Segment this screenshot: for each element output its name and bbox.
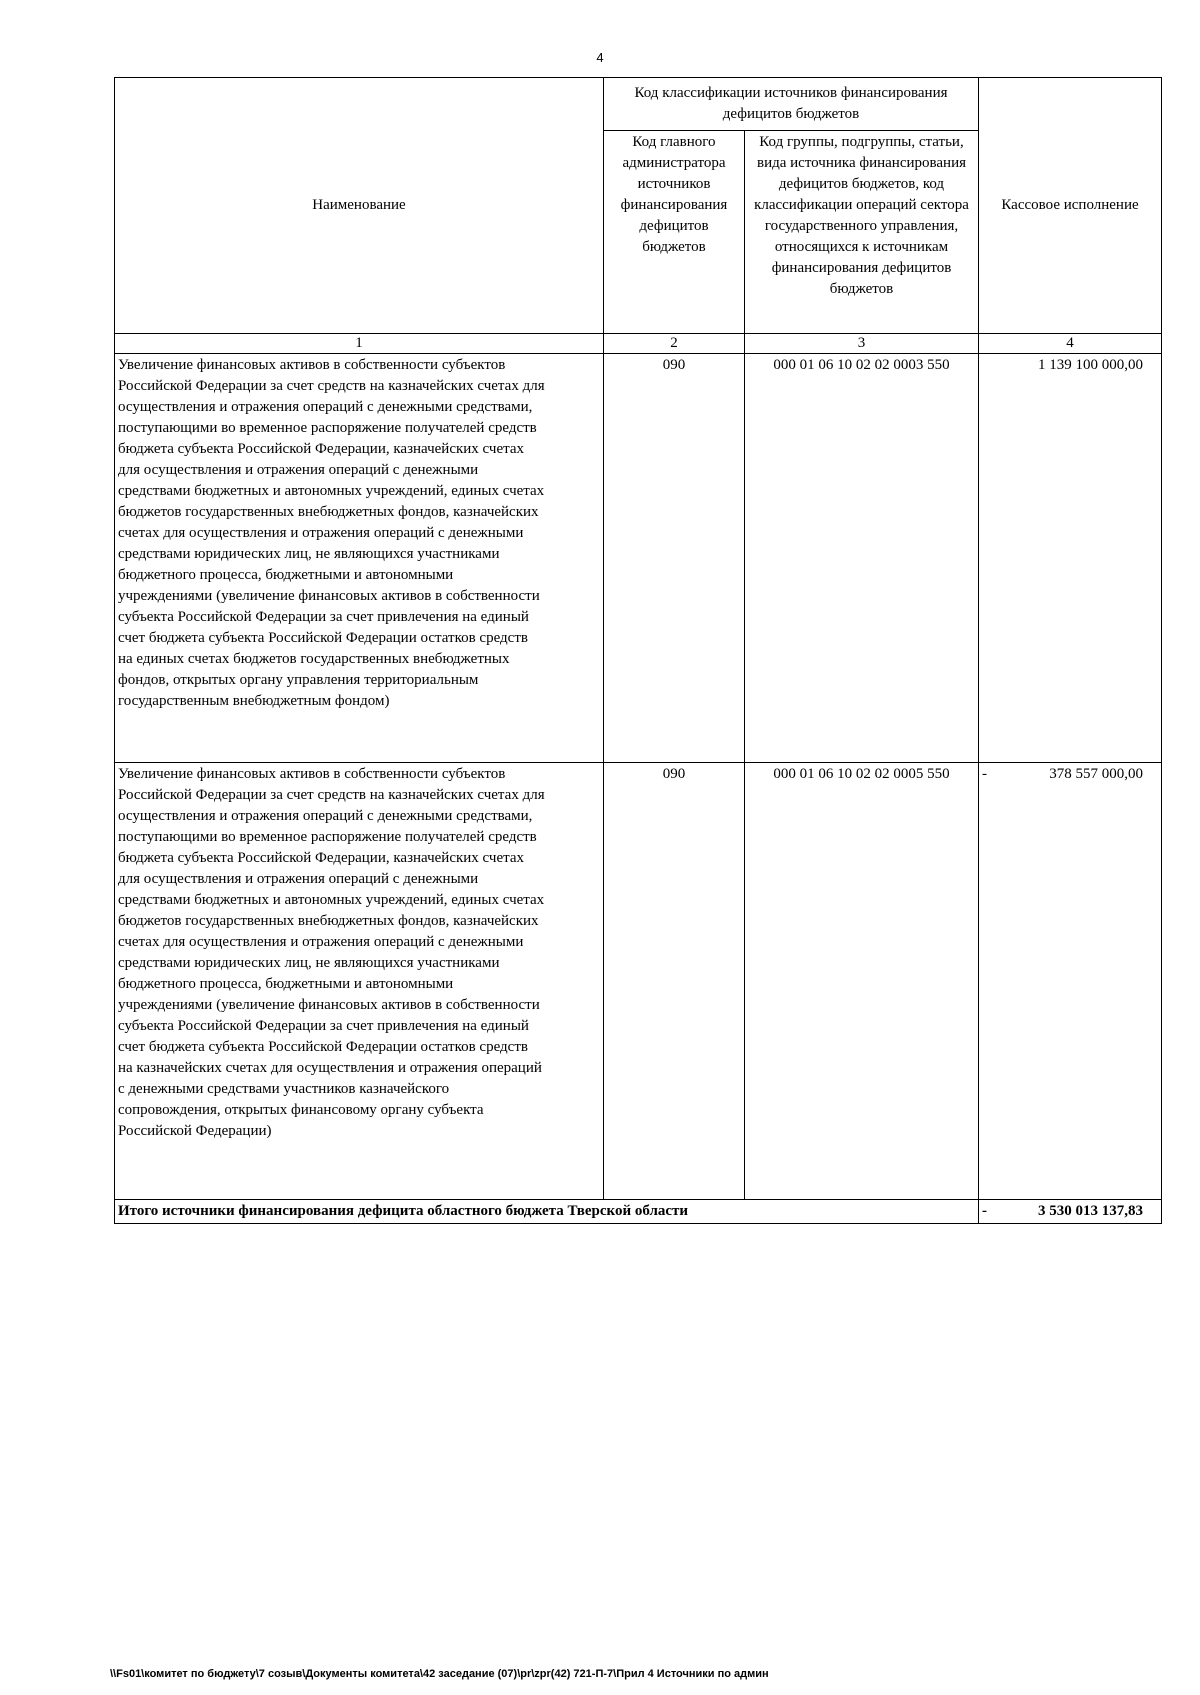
header-group-code: Код группы, подгруппы, статьи, вида источника финансирования дефицитов бюджетов, код классификации операций сектора государственного управления, относящихся к источникам финансирования дефицитов бюджетов	[745, 131, 979, 334]
row-amount-sign: -	[982, 766, 987, 782]
row-name: Увеличение финансовых активов в собственности субъектов Российской Федерации за счет средств на казначейских счетах для осуществления и отражения операций с денежными средствами, поступающими во временное распоряжение получателей средств бюджета субъекта Российской Федерации, казначейских счетах для осуществления и отражения операций с денежными средствами бюджетных и автономных учреждений, единых счетах бюджетов государственных внебюджетных фондов, казначейских счетах для осуществления и отражения операций с денежными средствами юридических лиц, не являющихся участниками бюджетного процесса, бюджетными и автономными учреждениями (увеличение финансовых активов в собственности субъекта Российской Федерации за счет привлечения на единый счет бюджета субъекта Российской Федерации остатков средств на казначейских счетах для осуществления и отражения операций с денежными средствами участников казначейского сопровождения, открытых финансовому органу субъекта Российской Федерации)	[115, 763, 604, 1200]
total-label: Итого источники финансирования дефицита областного бюджета Тверской области	[115, 1200, 979, 1224]
total-amount-cell	[979, 1200, 1162, 1224]
column-number: 2	[604, 334, 745, 354]
column-number-row	[115, 334, 1162, 354]
page-number: 4	[596, 50, 604, 65]
row-amount: 378 557 000,00	[1049, 766, 1143, 782]
row-amount: 1 139 100 000,00	[1038, 357, 1143, 373]
header-row-top	[115, 78, 1162, 131]
column-number: 3	[745, 334, 979, 354]
total-amount-sign: -	[982, 1203, 987, 1219]
column-number: 4	[979, 334, 1162, 354]
row-admin-code: 090	[604, 763, 745, 1200]
row-name: Увеличение финансовых активов в собственности субъектов Российской Федерации за счет средств на казначейских счетах для осуществления и отражения операций с денежными средствами, поступающими во временное распоряжение получателей средств бюджета субъекта Российской Федерации, казначейских счетах для осуществления и отражения операций с денежными средствами бюджетных и автономных учреждений, единых счетах бюджетов государственных внебюджетных фондов, казначейских счетах для осуществления и отражения операций с денежными средствами юридических лиц, не являющихся участниками бюджетного процесса, бюджетными и автономными учреждениями (увеличение финансовых активов в собственности субъекта Российской Федерации за счет привлечения на единый счет бюджета субъекта Российской Федерации остатков средств на единых счетах бюджетов государственных внебюджетных фондов, открытых органу управления территориальным государственным внебюджетным фондом)	[115, 354, 604, 763]
row-group-code: 000 01 06 10 02 02 0003 550	[745, 354, 979, 763]
total-amount: 3 530 013 137,83	[1038, 1203, 1143, 1219]
row-amount-cell	[979, 354, 1162, 763]
column-number: 1	[115, 334, 604, 354]
table-row	[115, 763, 1162, 1200]
header-name: Наименование	[115, 78, 604, 334]
sources-table	[114, 77, 1162, 1224]
table-row	[115, 354, 1162, 763]
row-admin-code: 090	[604, 354, 745, 763]
header-execution: Кассовое исполнение	[979, 78, 1162, 334]
header-admin-code: Код главного администратора источников финансирования дефицитов бюджетов	[604, 131, 745, 334]
footer-file-path: \\Fs01\комитет по бюджету\7 созыв\Документы комитета\42 заседание (07)\pr\zpr(42) 721-П-7\Прил 4 Источники по админ	[110, 1668, 769, 1680]
row-group-code: 000 01 06 10 02 02 0005 550	[745, 763, 979, 1200]
total-row	[115, 1200, 1162, 1224]
row-amount-cell	[979, 763, 1162, 1200]
header-classification-group: Код классификации источников финансирования дефицитов бюджетов	[604, 78, 979, 131]
